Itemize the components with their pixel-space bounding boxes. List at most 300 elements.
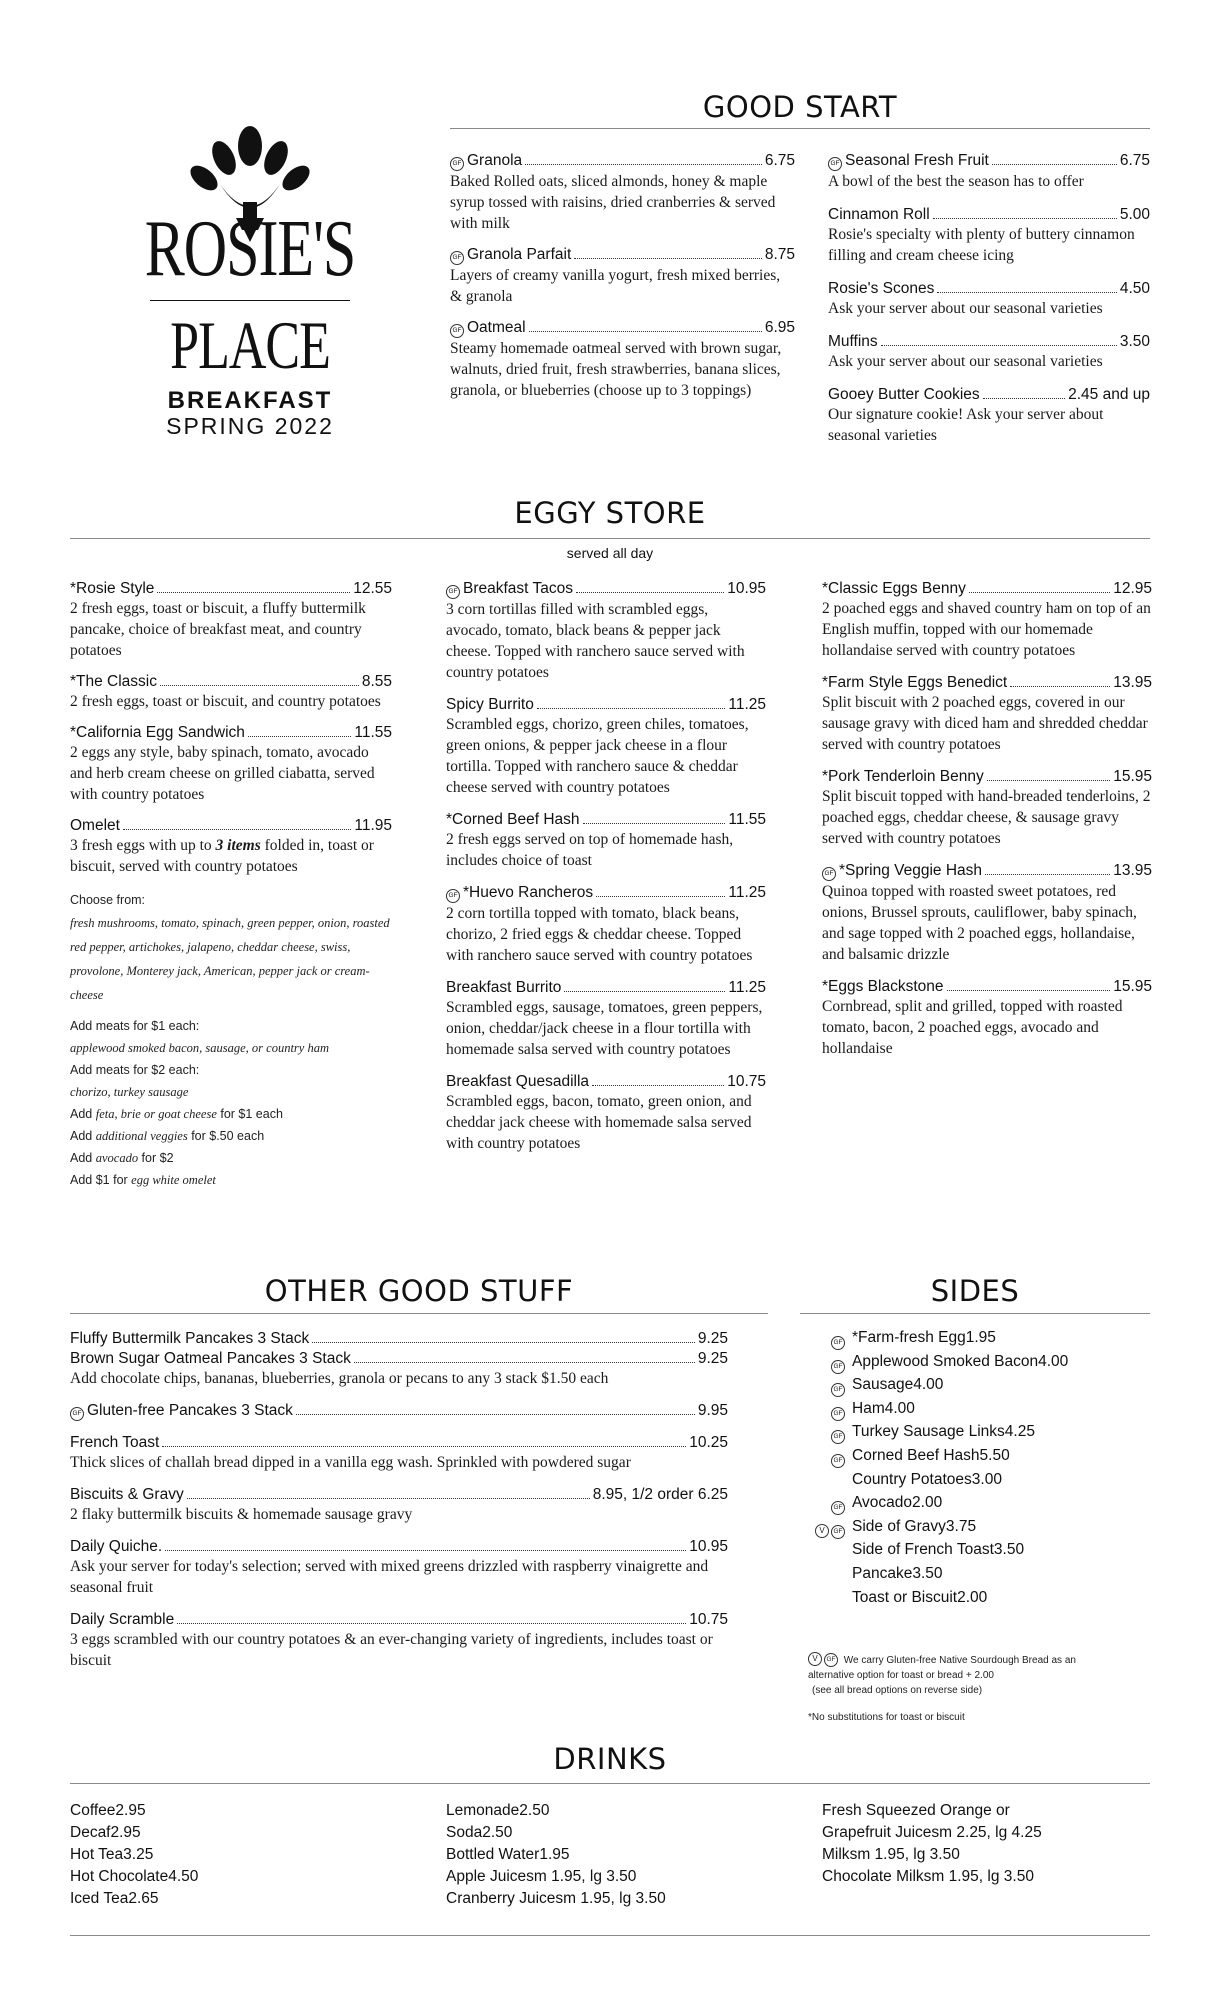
item-price: 1.95: [539, 1846, 570, 1863]
item-name: Gluten-free Pancakes 3 Stack: [87, 1402, 293, 1419]
gluten-free-icon: GF: [450, 324, 464, 338]
item-price: 11.95: [354, 817, 392, 834]
item-name: Pancake: [852, 1564, 913, 1582]
dot-leader: [537, 708, 725, 709]
item-name: *Huevo Rancheros: [463, 884, 594, 901]
menu-item-line: [446, 1824, 762, 1846]
menu-item: [70, 1611, 728, 1671]
menu-item: [70, 817, 392, 877]
menu-item-line: [70, 1330, 728, 1348]
no-substitutions-note: *No substitutions for toast or biscuit: [808, 1712, 965, 1723]
good-start-left-column: [450, 152, 795, 413]
gluten-free-icon: GF: [831, 1454, 845, 1468]
menu-item-line: [446, 1890, 762, 1912]
item-price: 9.95: [697, 1402, 728, 1419]
item-price: 5.50: [979, 1446, 1010, 1464]
brand-divider: [150, 300, 350, 301]
good-start-right-column: [828, 152, 1150, 460]
item-price: 3.50: [993, 1541, 1025, 1559]
side-badges: [831, 1404, 848, 1422]
menu-item-line: [446, 884, 766, 903]
sides-rule: [800, 1313, 1150, 1314]
item-price: 10.75: [727, 1073, 766, 1090]
item-name: Applewood Smoked Bacon: [852, 1352, 1039, 1370]
gluten-free-icon: GF: [831, 1525, 845, 1539]
side-item: [808, 1353, 1140, 1377]
item-name: Breakfast Burrito: [446, 979, 562, 996]
gluten-free-icon: GF: [450, 157, 464, 171]
menu-item-line: [822, 1824, 1138, 1846]
item-name: Seasonal Fresh Fruit: [845, 152, 989, 169]
side-badges: [831, 1357, 848, 1375]
item-price: sm 1.95, lg 3.50: [923, 1868, 1034, 1885]
item-description: Cornbread, split and grilled, topped with roasted tomato, bacon, 2 poached eggs, avocado and hollandaise: [822, 998, 1123, 1057]
menu-item: [828, 333, 1150, 372]
item-price: 13.95: [1113, 674, 1152, 691]
item-name: Hot Chocolate: [70, 1868, 169, 1885]
menu-item: [70, 1434, 728, 1473]
other-good-stuff-title: OTHER GOOD STUFF: [264, 1274, 574, 1308]
side-badges: [831, 1498, 848, 1516]
menu-item-line: [828, 206, 1150, 224]
item-name: *Spring Veggie Hash: [839, 862, 983, 879]
item-name: Cranberry Juice: [446, 1890, 556, 1907]
drinks-rule-top: [70, 1783, 1150, 1784]
menu-item: [822, 580, 1152, 661]
item-description: Ask your server for today's selection; served with mixed greens drizzled with raspberry vinaigrette and seasonal fruit: [70, 1558, 709, 1596]
dot-leader: [564, 991, 725, 992]
menu-item-line: [446, 811, 766, 829]
dot-leader: [985, 874, 1110, 875]
menu-item: [828, 152, 1150, 192]
side-item: [808, 1376, 1140, 1400]
sides-note: [808, 1652, 1148, 1725]
add-avocado-option: Add avocado for $2: [70, 1151, 174, 1165]
item-price: 2.45 and up: [1068, 386, 1150, 403]
dot-leader: [583, 823, 726, 824]
dot-leader: [983, 398, 1065, 399]
egg-white-option: Add $1 for egg white omelet: [70, 1173, 216, 1187]
dot-leader: [576, 592, 724, 593]
side-item: [808, 1447, 1140, 1471]
item-price: 11.25: [728, 979, 766, 996]
item-name: *Farm Style Eggs Benedict: [822, 674, 1008, 691]
menu-item-line: [446, 1868, 762, 1890]
item-name: Soda: [446, 1824, 483, 1841]
menu-item: [446, 1073, 766, 1154]
item-price: 10.25: [689, 1434, 728, 1451]
item-price: 8.95, 1/2 order 6.25: [592, 1486, 728, 1503]
item-price: 11.25: [728, 884, 766, 901]
menu-item-line: [852, 1494, 1140, 1518]
gluten-free-badge-icon: GF: [824, 1653, 838, 1667]
sides-title: SIDES: [930, 1274, 1020, 1308]
item-price: 4.25: [1004, 1423, 1035, 1441]
menu-item-line: [822, 674, 1152, 692]
menu-item-line: [852, 1376, 1140, 1400]
dot-leader: [157, 592, 350, 593]
item-price: 6.75: [1119, 152, 1150, 169]
item-name: Toast or Biscuit: [852, 1588, 958, 1606]
item-name: Grapefruit Juice: [822, 1824, 932, 1841]
item-description: 2 fresh eggs served on top of homemade hash, includes choice of toast: [446, 831, 734, 869]
menu-item-line: [828, 280, 1150, 298]
item-name: Omelet: [70, 817, 120, 834]
eggy-store-subtitle: served all day: [566, 545, 654, 561]
dot-leader: [162, 1446, 686, 1447]
item-price: sm 1.95, lg 3.50: [849, 1846, 960, 1863]
item-name: Brown Sugar Oatmeal Pancakes 3 Stack: [70, 1350, 351, 1367]
eggy-store-rule: [70, 538, 1150, 539]
item-price: 4.00: [884, 1399, 915, 1417]
dot-leader: [177, 1623, 686, 1624]
item-price: 2.00: [912, 1494, 943, 1512]
item-description: 3 fresh eggs with up to 3 items folded in, toast or biscuit, served with country potatoes: [70, 837, 374, 875]
item-description: Rosie's specialty with plenty of buttery cinnamon filling and cream cheese icing: [828, 226, 1135, 264]
dot-leader: [881, 345, 1117, 346]
item-description: Quinoa topped with roasted sweet potatoes, red onions, Brussel sprouts, cauliflower, baby spinach, and sage topped with 2 poached eggs, hollandaise, and balsamic drizzle: [822, 883, 1137, 963]
menu-item-line: [70, 1868, 388, 1890]
item-name: Breakfast Tacos: [463, 580, 573, 597]
item-name: Breakfast Quesadilla: [446, 1073, 590, 1090]
sides-note-line1: V GF We carry Gluten-free Native Sourdough Bread as an: [808, 1652, 1148, 1668]
add-veggies-option: Add additional veggies for $.50 each: [70, 1129, 265, 1143]
item-name: *Eggs Blackstone: [822, 978, 944, 995]
menu-item-line: [446, 1073, 766, 1091]
vegetarian-badge-icon: V: [808, 1652, 822, 1666]
choose-from-label: Choose from:: [70, 893, 146, 907]
eggy-store-column-2: [446, 580, 766, 1167]
item-description: Scrambled eggs, chorizo, green chiles, tomatoes, green onions, & pepper jack cheese in a flour tortilla. Topped with ranchero sauce & cheddar cheese served with country potatoes: [446, 716, 749, 796]
side-item: [808, 1565, 1140, 1589]
dot-leader: [160, 685, 359, 686]
menu-item: [822, 862, 1152, 965]
gluten-free-icon: GF: [70, 1407, 84, 1421]
good-start-rule: [450, 128, 1150, 129]
menu-item: [70, 1538, 728, 1598]
item-description: Split biscuit with 2 poached eggs, covered in our sausage gravy with diced ham and shredded cheddar served with country potatoes: [822, 694, 1148, 753]
gluten-free-icon: GF: [831, 1360, 845, 1374]
menu-name: BREAKFAST: [167, 387, 333, 414]
menu-item: [828, 280, 1150, 319]
item-price: 9.25: [697, 1330, 728, 1347]
eggy-store-column-1: [70, 580, 392, 1191]
menu-item-line: [70, 1538, 728, 1556]
fresh-squeezed-heading: Fresh Squeezed Orange or: [822, 1802, 1010, 1819]
menu-item-line: [70, 673, 392, 691]
menu-item-line: [450, 246, 795, 265]
item-price: 13.95: [1113, 862, 1152, 879]
item-name: Side of French Toast: [852, 1541, 994, 1559]
item-price: 3.75: [945, 1517, 977, 1535]
item-price: 6.95: [764, 319, 795, 336]
item-name: Milk: [822, 1846, 850, 1863]
side-item: [808, 1400, 1140, 1424]
item-price: 12.95: [1113, 580, 1152, 597]
item-price: 8.75: [764, 246, 795, 263]
dot-leader: [525, 164, 762, 165]
dot-leader: [992, 164, 1117, 165]
item-price: 2.95: [115, 1802, 146, 1819]
dot-leader: [312, 1342, 695, 1343]
menu-item: [450, 152, 795, 234]
side-badges: [831, 1333, 848, 1351]
brand-name-line1: ROSIE'S: [144, 203, 356, 293]
menu-item-line: [450, 152, 795, 171]
dot-leader: [933, 218, 1117, 219]
menu-item-line: [852, 1423, 1140, 1447]
item-name: Side of Gravy: [852, 1517, 946, 1535]
item-name: Turkey Sausage Links: [852, 1423, 1005, 1441]
dot-leader: [937, 292, 1116, 293]
item-name: Cinnamon Roll: [828, 206, 930, 223]
item-price: 8.55: [361, 673, 392, 690]
item-price: 9.25: [697, 1350, 728, 1367]
menu-item-line: [852, 1353, 1140, 1377]
menu-item-line: [852, 1329, 1140, 1353]
logo: [140, 122, 360, 452]
meats-2-label: Add meats for $2 each:: [70, 1063, 200, 1077]
item-price: sm 2.25, lg 4.25: [931, 1824, 1042, 1841]
side-item: [808, 1329, 1140, 1353]
menu-item: [70, 724, 392, 805]
item-name: Ham: [852, 1399, 885, 1417]
menu-item: [446, 884, 766, 966]
item-price: 2.50: [519, 1802, 550, 1819]
gluten-free-icon: GF: [450, 251, 464, 265]
item-price: 12.55: [353, 580, 392, 597]
side-item: [808, 1589, 1140, 1613]
menu-item-line: [70, 1890, 388, 1912]
item-description: 2 corn tortilla topped with tomato, black beans, chorizo, 2 fried eggs & cheddar cheese. Topped with ranchero sauce served with country potatoes: [446, 905, 753, 964]
menu-item-line: [828, 333, 1150, 351]
drinks-column-1: [70, 1802, 388, 1912]
item-price: 6.75: [764, 152, 795, 169]
dot-leader: [969, 592, 1110, 593]
item-name: Oatmeal: [467, 319, 526, 336]
menu-item: [450, 246, 795, 307]
gluten-free-icon: GF: [831, 1407, 845, 1421]
menu-item-line: [822, 580, 1152, 598]
item-name: *Pork Tenderloin Benny: [822, 768, 984, 785]
item-price: 2.65: [128, 1890, 159, 1907]
other-good-stuff-rule: [70, 1313, 768, 1314]
item-price: 2.00: [957, 1588, 988, 1606]
menu-item-line: [70, 1824, 388, 1846]
gluten-free-icon: GF: [831, 1383, 845, 1397]
item-price: 3.25: [123, 1846, 154, 1863]
item-price: 11.25: [728, 696, 766, 713]
item-price: 3.50: [912, 1564, 943, 1582]
menu-item-line: [822, 862, 1152, 881]
item-name: Daily Scramble: [70, 1611, 175, 1628]
item-name: Daily Quiche.: [70, 1538, 163, 1555]
item-price: 4.50: [1119, 280, 1150, 297]
item-name: Gooey Butter Cookies: [828, 386, 980, 403]
menu-item-line: [852, 1400, 1140, 1424]
item-description: 3 corn tortillas filled with scrambled eggs, avocado, tomato, black beans & pepper jack cheese. Topped with ranchero sauce served with country potatoes: [446, 601, 745, 681]
side-item: [808, 1423, 1140, 1447]
sides-note-line3: (see all bread options on reverse side): [812, 1685, 983, 1696]
item-name: Granola Parfait: [467, 246, 572, 263]
menu-item: [70, 580, 392, 661]
item-description: Ask your server about our seasonal varieties: [828, 353, 1103, 370]
vegetarian-icon: V: [815, 1524, 829, 1538]
item-price: 4.50: [168, 1868, 199, 1885]
menu-item-line: [828, 152, 1150, 171]
dot-leader: [1010, 686, 1110, 687]
item-price: 15.95: [1113, 768, 1152, 785]
menu-item-line: [446, 1846, 762, 1868]
item-name: Biscuits & Gravy: [70, 1486, 184, 1503]
sides-note-line2: alternative option for toast or bread + 2.00: [808, 1670, 994, 1681]
menu-item-line: [852, 1471, 1140, 1495]
menu-item: [822, 768, 1152, 849]
item-name: *California Egg Sandwich: [70, 724, 245, 741]
gluten-free-icon: GF: [446, 889, 460, 903]
menu-season: SPRING 2022: [166, 413, 334, 439]
menu-item: [446, 580, 766, 683]
item-price: 3.50: [1119, 333, 1150, 350]
menu-item-line: [450, 319, 795, 338]
item-description: Split biscuit topped with hand-breaded tenderloins, 2 poached eggs, cheddar cheese, & sausage gravy served with country potatoes: [822, 788, 1151, 847]
menu-item-line: [446, 979, 766, 997]
item-description: 2 poached eggs and shaved country ham on top of an English muffin, topped with our homemade hollandaise served with country potatoes: [822, 600, 1151, 659]
menu-item-line: [852, 1541, 1140, 1565]
item-description: Steamy homemade oatmeal served with brown sugar, walnuts, dried fruit, fresh strawberries, banana slices, granola, or blueberries (choose up to 3 toppings): [450, 340, 782, 399]
menu-item: [70, 1402, 728, 1421]
menu-item-line: [822, 978, 1152, 996]
item-description: 3 eggs scrambled with our country potatoes & an ever-changing variety of ingredients, includes toast or biscuit: [70, 1631, 713, 1669]
item-price: 2.50: [482, 1824, 513, 1841]
side-item: [808, 1541, 1140, 1565]
item-price: 11.55: [354, 724, 392, 741]
item-price: 1.95: [965, 1329, 996, 1346]
item-name: Fluffy Buttermilk Pancakes 3 Stack: [70, 1330, 310, 1347]
item-name: Rosie's Scones: [828, 280, 935, 297]
brand-name-line2: PLACE: [170, 309, 330, 384]
item-name: Coffee: [70, 1802, 116, 1819]
menu-item-line: [70, 1486, 728, 1504]
menu-item: [446, 979, 766, 1060]
menu-item: [822, 978, 1152, 1059]
item-name: *Rosie Style: [70, 580, 155, 597]
add-cheese-option: Add feta, brie or goat cheese for $1 each: [70, 1107, 283, 1121]
item-name: *Farm-fresh Egg: [852, 1329, 966, 1346]
item-description: Ask your server about our seasonal varieties: [828, 300, 1103, 317]
menu-item-line: [852, 1518, 1140, 1542]
menu-item-line: [822, 1846, 1138, 1868]
dot-leader: [947, 990, 1111, 991]
dot-leader: [596, 896, 725, 897]
item-description: 2 fresh eggs, toast or biscuit, a fluffy buttermilk pancake, choice of breakfast meat, and country potatoes: [70, 600, 366, 659]
dot-leader: [987, 780, 1110, 781]
item-price: 10.75: [689, 1611, 728, 1628]
menu-item: [450, 319, 795, 401]
item-name: Corned Beef Hash: [852, 1446, 980, 1464]
side-item: [808, 1494, 1140, 1518]
item-name: *Classic Eggs Benny: [822, 580, 966, 597]
item-name: *Corned Beef Hash: [446, 811, 580, 828]
menu-item-line: [446, 1802, 762, 1824]
item-name: Avocado: [852, 1494, 913, 1512]
meats-2-list: chorizo, turkey sausage: [70, 1085, 189, 1099]
item-price: sm 1.95, lg 3.50: [555, 1890, 666, 1907]
item-name: Muffins: [828, 333, 878, 350]
item-name: Bottled Water: [446, 1846, 540, 1863]
item-name: Chocolate Milk: [822, 1868, 924, 1885]
dot-leader: [529, 331, 762, 332]
drinks-column-3: [822, 1802, 1138, 1890]
side-badges: [831, 1380, 848, 1398]
side-badges: [815, 1522, 848, 1540]
item-name: Granola: [467, 152, 523, 169]
item-description: Our signature cookie! Ask your server about seasonal varieties: [828, 406, 1104, 444]
eggy-store-title: EGGY STORE: [514, 496, 706, 530]
menu-item-line: [70, 1402, 728, 1421]
item-price: 10.95: [689, 1538, 728, 1555]
gluten-free-icon: GF: [446, 585, 460, 599]
side-item: [808, 1518, 1140, 1542]
menu-item: [828, 386, 1150, 446]
menu-item-line: [70, 580, 392, 598]
item-price: 2.95: [110, 1824, 141, 1841]
item-name: Iced Tea: [70, 1890, 129, 1907]
gluten-free-icon: GF: [831, 1430, 845, 1444]
item-description: 2 eggs any style, baby spinach, tomato, avocado and herb cream cheese on grilled ciabatta, served with country potatoes: [70, 744, 375, 803]
sides-list: [808, 1329, 1140, 1612]
item-price: 15.95: [1113, 978, 1152, 995]
item-description: Layers of creamy vanilla yogurt, fresh mixed berries, & granola: [450, 267, 781, 305]
menu-item-line: [446, 696, 766, 714]
menu-item-line: [70, 1802, 388, 1824]
dot-leader: [296, 1414, 695, 1415]
menu-item-line: [70, 817, 392, 835]
item-description: Scrambled eggs, bacon, tomato, green onion, and cheddar jack cheese with homemade salsa served with country potatoes: [446, 1093, 752, 1152]
other-good-stuff-list: [70, 1330, 728, 1684]
item-name: French Toast: [70, 1434, 160, 1451]
menu-item: [828, 206, 1150, 266]
side-badges: [831, 1451, 848, 1469]
menu-item-line: [852, 1565, 1140, 1589]
menu-item-line: [822, 1868, 1138, 1890]
gluten-free-icon: GF: [828, 157, 842, 171]
good-start-title: GOOD START: [702, 90, 898, 124]
menu-item-line: [828, 386, 1150, 404]
item-name: Hot Tea: [70, 1846, 124, 1863]
menu-item: [446, 811, 766, 871]
menu-item-line: [446, 580, 766, 599]
item-description: 2 fresh eggs, toast or biscuit, and country potatoes: [70, 693, 381, 710]
menu-item: [70, 1330, 728, 1348]
item-description: Add chocolate chips, bananas, blueberries, granola or pecans to any 3 stack $1.50 each: [70, 1370, 609, 1387]
side-badges: [831, 1427, 848, 1445]
gluten-free-icon: GF: [822, 867, 836, 881]
menu-item: [70, 1350, 728, 1389]
item-name: Sausage: [852, 1376, 914, 1394]
gluten-free-icon: GF: [831, 1336, 845, 1350]
item-description: 2 flaky buttermilk biscuits & homemade sausage gravy: [70, 1506, 413, 1523]
item-price: sm 1.95, lg 3.50: [526, 1868, 637, 1885]
menu-item: [446, 696, 766, 798]
dot-leader: [187, 1498, 590, 1499]
drinks-title: DRINKS: [553, 1742, 667, 1776]
meats-1-label: Add meats for $1 each:: [70, 1019, 200, 1033]
menu-item-line: [70, 1350, 728, 1368]
menu-item-line: [70, 1846, 388, 1868]
item-description: Scrambled eggs, sausage, tomatoes, green peppers, onion, cheddar/jack cheese in a flour tortilla with homemade salsa served with country potatoes: [446, 999, 763, 1058]
menu-item: [822, 674, 1152, 755]
